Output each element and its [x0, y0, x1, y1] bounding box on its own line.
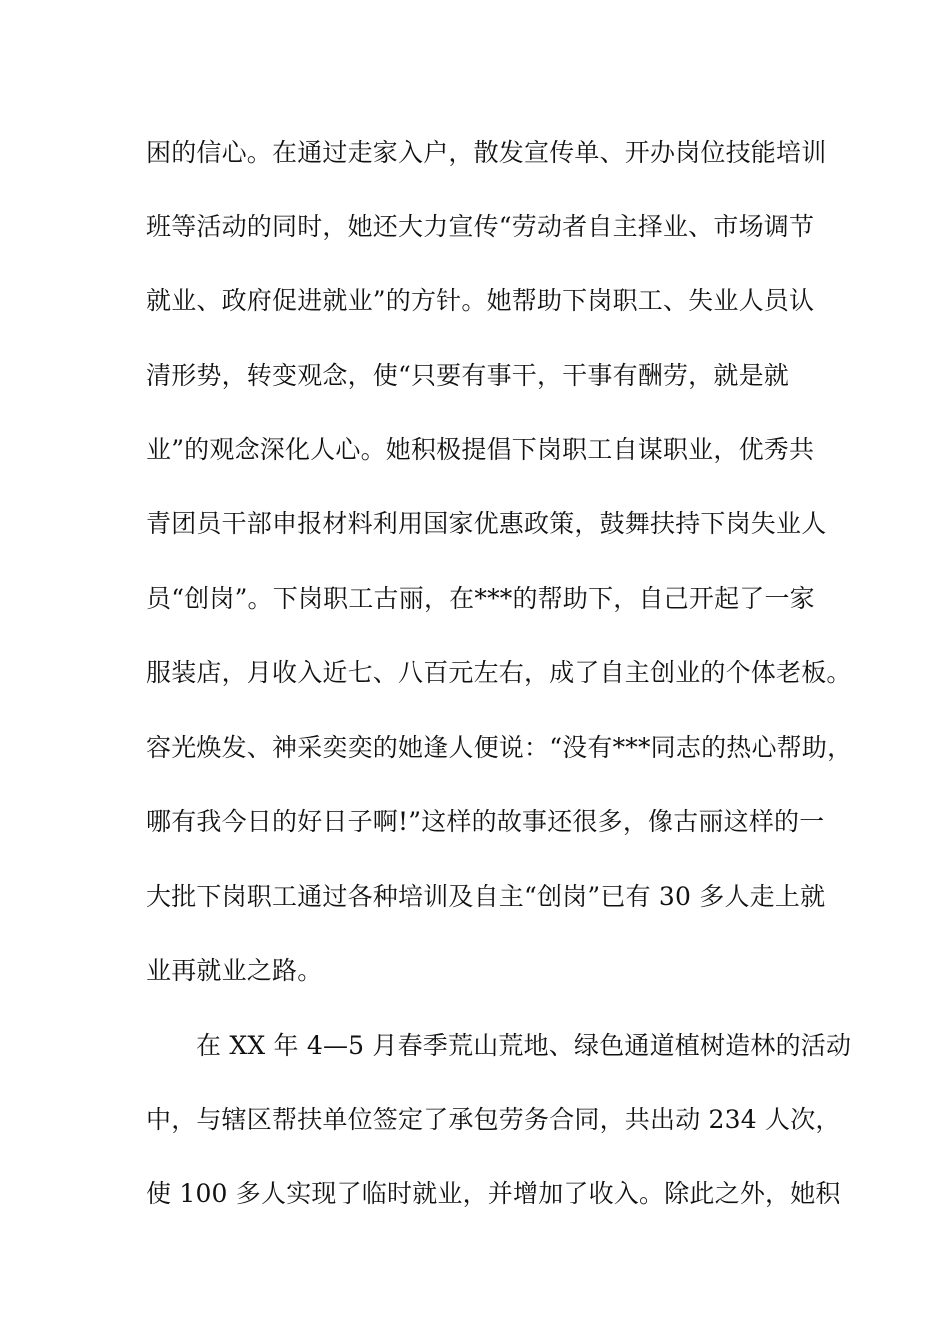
text-line: 员“创岗”。下岗职工古丽，在***的帮助下，自己开起了一家	[146, 584, 815, 613]
text-line: 就业、政府促进就业”的方针。她帮助下岗职工、失业人员认	[146, 286, 815, 315]
text-line: 青团员干部申报材料利用国家优惠政策，鼓舞扶持下岗失业人	[146, 509, 827, 538]
text-line: 清形势，转变观念，使“只要有事干，干事有酬劳，就是就	[146, 361, 789, 390]
text-line: 业”的观念深化人心。她积极提倡下岗职工自谋职业，优秀共	[146, 435, 815, 464]
paragraph-first-line: 在 XX 年 4—5 月春季荒山荒地、绿色通道植树造林的活动	[196, 1031, 852, 1060]
text-line: 哪有我今日的好日子啊!”这样的故事还很多，像古丽这样的一	[146, 807, 825, 836]
text-line: 业再就业之路。	[146, 956, 323, 985]
text-line: 困的信心。在通过走家入户，散发宣传单、开办岗位技能培训	[146, 138, 827, 167]
text-line: 服装店，月收入近七、八百元左右，成了自主创业的个体老板。	[146, 658, 852, 687]
text-line: 大批下岗职工通过各种培训及自主“创岗”已有 30 多人走上就	[146, 882, 826, 911]
text-line: 班等活动的同时，她还大力宣传“劳动者自主择业、市场调节	[146, 212, 815, 241]
text-line: 容光焕发、神采奕奕的她逢人便说：“没有***同志的热心帮助，	[146, 733, 853, 762]
text-line: 使 100 多人实现了临时就业，并增加了收入。除此之外，她积	[146, 1179, 841, 1208]
text-line: 中，与辖区帮扶单位签定了承包劳务合同，共出动 234 人次，	[146, 1105, 841, 1134]
